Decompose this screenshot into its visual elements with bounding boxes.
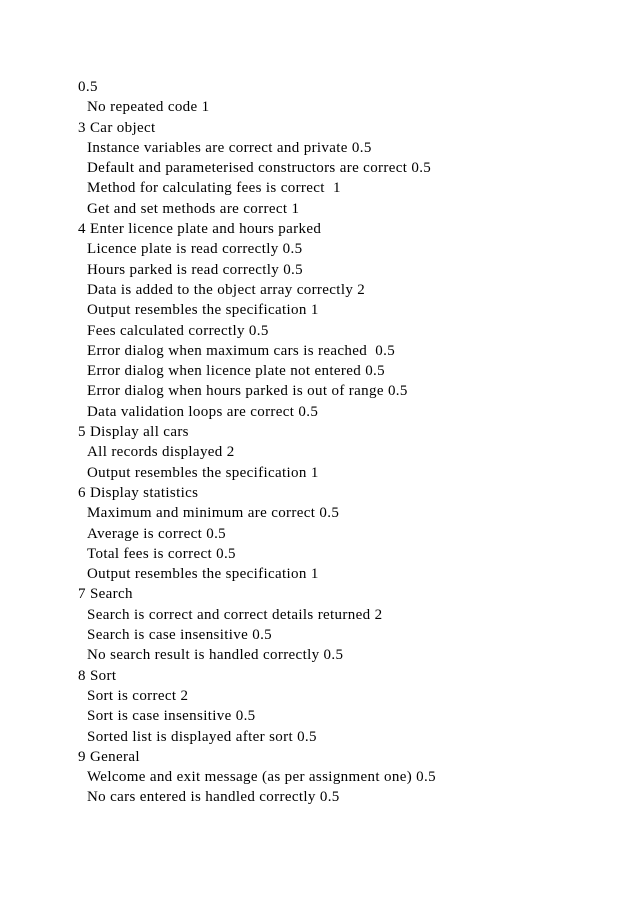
criterion-line: Fees calculated correctly 0.5 xyxy=(87,322,269,339)
criterion-line: Search is correct and correct details returned 2 xyxy=(87,606,383,623)
section-heading: 6 Display statistics xyxy=(78,484,199,501)
criterion-line: Error dialog when licence plate not entered 0.5 xyxy=(87,363,385,380)
criterion-line: All records displayed 2 xyxy=(87,444,235,461)
section-heading: 4 Enter licence plate and hours parked xyxy=(78,221,322,238)
section-heading: 8 Sort xyxy=(78,667,117,684)
section-heading: 5 Display all cars xyxy=(78,424,189,441)
section-heading: 3 Car object xyxy=(78,119,156,136)
criterion-line: Total fees is correct 0.5 xyxy=(87,545,236,562)
section-heading: 9 General xyxy=(78,748,140,765)
criterion-line: Welcome and exit message (as per assignment one) 0.5 xyxy=(87,769,436,786)
criterion-line: No search result is handled correctly 0.5 xyxy=(87,647,344,664)
criterion-line: Maximum and minimum are correct 0.5 xyxy=(87,505,340,522)
criterion-line: Output resembles the specification 1 xyxy=(87,302,319,319)
criterion-line: Instance variables are correct and private 0.5 xyxy=(87,139,372,156)
criterion-line: Sorted list is displayed after sort 0.5 xyxy=(87,728,317,745)
criterion-line: Search is case insensitive 0.5 xyxy=(87,627,273,644)
criterion-line: Error dialog when hours parked is out of range 0.5 xyxy=(87,383,408,400)
criterion-line: Default and parameterised constructors are correct 0.5 xyxy=(87,160,432,177)
criterion-line: Licence plate is read correctly 0.5 xyxy=(87,241,303,258)
criterion-line: Average is correct 0.5 xyxy=(87,525,227,542)
criterion-line: Hours parked is read correctly 0.5 xyxy=(87,261,303,278)
criterion-line: Error dialog when maximum cars is reached 0.5 xyxy=(87,342,396,359)
section-heading: 0.5 xyxy=(78,79,98,95)
marking-criteria-text xyxy=(78,77,618,808)
criterion-line: No cars entered is handled correctly 0.5 xyxy=(87,789,340,806)
criterion-line: Sort is case insensitive 0.5 xyxy=(87,708,256,725)
criterion-line: Method for calculating fees is correct 1 xyxy=(87,180,341,197)
section-heading: 7 Search xyxy=(78,586,133,603)
criterion-line: Data validation loops are correct 0.5 xyxy=(87,403,319,420)
criterion-line: Data is added to the object array correctly 2 xyxy=(87,281,366,298)
criterion-line: Sort is correct 2 xyxy=(87,687,189,704)
criterion-line: Output resembles the specification 1 xyxy=(87,566,319,583)
criterion-line: Get and set methods are correct 1 xyxy=(87,200,300,217)
criterion-line: No repeated code 1 xyxy=(87,99,210,116)
criterion-line: Output resembles the specification 1 xyxy=(87,464,319,481)
